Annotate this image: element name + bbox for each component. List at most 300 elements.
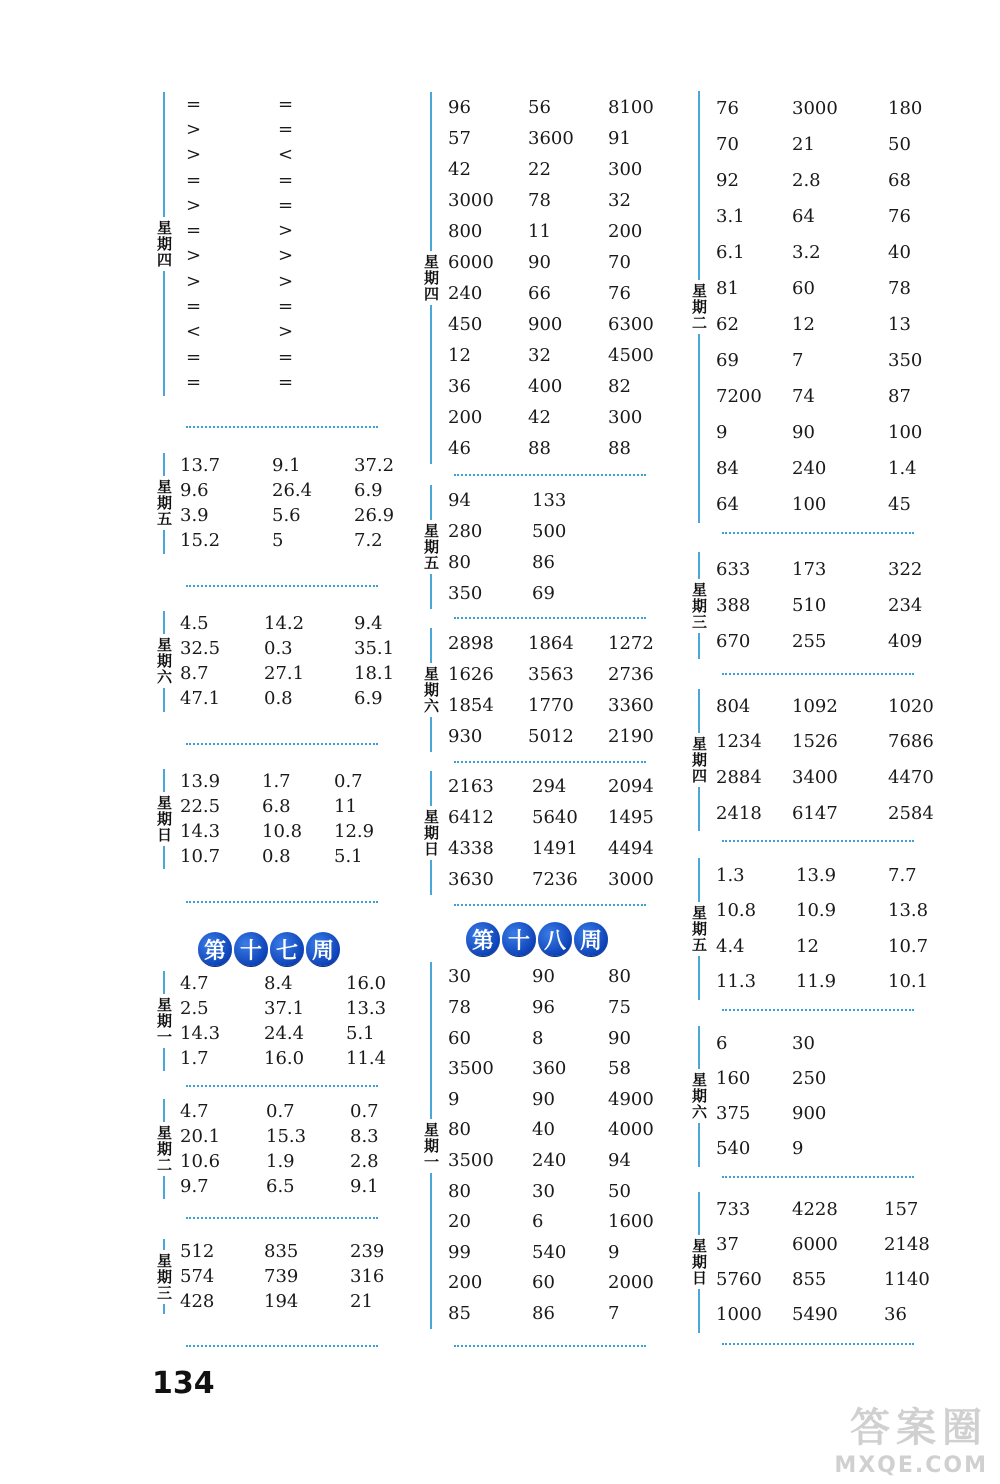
answer-cell: 37 <box>716 1233 739 1255</box>
answer-cell: 3000 <box>608 868 654 890</box>
week-header <box>466 922 608 956</box>
answer-cell: < <box>278 144 294 166</box>
answer-cell: 80 <box>448 551 471 573</box>
answer-cell: 87 <box>888 386 911 407</box>
answer-cell: 574 <box>180 1265 215 1287</box>
answer-cell: 6.1 <box>716 242 745 263</box>
day-label-rule-top <box>698 689 700 733</box>
answer-cell: 58 <box>608 1058 631 1080</box>
answer-cell: 90 <box>532 966 555 988</box>
answer-cell: 24.4 <box>264 1022 305 1044</box>
answer-cell: 32 <box>608 189 631 211</box>
day-label-text: 星期六 <box>422 666 440 714</box>
answer-cell: 10.6 <box>180 1150 221 1172</box>
answer-cell: 11 <box>334 795 357 817</box>
section-divider <box>722 840 914 842</box>
answer-cell: > <box>278 245 294 267</box>
day-label-rule-bottom <box>163 688 165 711</box>
answer-cell: 733 <box>716 1198 751 1220</box>
day-label <box>155 453 173 554</box>
watermark-logo-text: 答案圈 <box>850 1405 988 1451</box>
answer-cell: 322 <box>888 558 923 580</box>
answer-cell: 4494 <box>608 837 654 859</box>
answer-cell: 133 <box>532 489 567 511</box>
answer-cell: 13.9 <box>796 864 837 886</box>
answer-cell: 9.6 <box>180 479 209 501</box>
answer-cell: = <box>186 371 202 393</box>
answer-cell: 5012 <box>528 725 574 747</box>
answer-cell: 300 <box>608 406 643 428</box>
answer-cell: 9 <box>792 1138 804 1160</box>
answer-cell: 9 <box>716 422 728 443</box>
answer-cell: 85 <box>448 1302 471 1324</box>
answer-cell: 300 <box>608 158 643 180</box>
day-label-rule-top <box>430 485 432 520</box>
day-label <box>690 689 708 831</box>
answer-cell: 69 <box>716 350 739 371</box>
answer-cell: 200 <box>608 220 643 242</box>
answer-cell: 4338 <box>448 837 494 859</box>
answer-cell: 80 <box>448 1119 471 1141</box>
answer-cell: 804 <box>716 695 751 717</box>
answer-cell: 62 <box>716 314 739 335</box>
answer-cell: 11.4 <box>346 1047 387 1069</box>
answer-cell: = <box>278 169 294 191</box>
answer-cell: 76 <box>608 282 631 304</box>
answer-cell: 280 <box>448 520 483 542</box>
answer-cell: 96 <box>448 96 471 118</box>
day-label <box>422 771 440 895</box>
day-label-text: 星期二 <box>155 1125 173 1173</box>
answer-cell: 78 <box>888 278 911 299</box>
answer-cell: 37.2 <box>354 454 395 476</box>
day-label-text: 星期六 <box>155 637 173 686</box>
answer-cell: 6 <box>532 1211 544 1233</box>
answer-cell: 250 <box>792 1067 827 1089</box>
answer-cell: 1092 <box>792 695 838 717</box>
answer-cell: 2.5 <box>180 997 209 1019</box>
answer-cell: 6 <box>716 1032 728 1054</box>
answer-cell: 0.7 <box>350 1100 379 1122</box>
answer-cell: 350 <box>448 582 483 604</box>
day-label <box>155 611 173 712</box>
day-label-rule-top <box>163 769 165 792</box>
answer-cell: 409 <box>888 630 923 652</box>
day-label-text: 星期六 <box>690 1072 708 1121</box>
answer-cell: 633 <box>716 558 751 580</box>
day-label-rule-bottom <box>430 1173 432 1330</box>
answer-cell: 5490 <box>792 1304 838 1326</box>
answer-cell: 90 <box>792 422 815 443</box>
answer-cell: 234 <box>888 594 923 616</box>
section-divider <box>454 761 646 763</box>
day-label-text: 星期四 <box>155 219 173 268</box>
answer-cell: 86 <box>532 551 555 573</box>
answer-cell: 294 <box>532 775 567 797</box>
answer-cell: 16.0 <box>346 972 387 994</box>
answer-cell: 157 <box>884 1198 919 1220</box>
day-label-rule-top <box>698 1026 700 1069</box>
answer-cell: 428 <box>180 1290 215 1312</box>
answer-cell: 2898 <box>448 632 494 654</box>
day-label-text: 星期二 <box>690 283 708 331</box>
answer-cell: 78 <box>528 189 551 211</box>
day-label <box>690 91 708 523</box>
day-label-text: 星期五 <box>690 905 708 953</box>
section-divider <box>722 1343 914 1345</box>
answer-cell: 8.3 <box>350 1125 379 1147</box>
answer-cell: 1.3 <box>716 864 745 886</box>
answer-cell: 10.7 <box>888 935 929 957</box>
answer-cell: 2163 <box>448 775 494 797</box>
page-number: 134 <box>152 1366 215 1401</box>
answer-cell: 64 <box>716 494 739 515</box>
answer-cell: 930 <box>448 725 483 747</box>
answer-cell: 27.1 <box>264 663 305 684</box>
answer-cell: 2190 <box>608 725 654 747</box>
answer-cell: 12 <box>792 314 815 335</box>
day-label <box>155 1099 173 1199</box>
answer-cell: 81 <box>716 278 739 299</box>
answer-cell: 6000 <box>448 251 494 273</box>
answer-cell: 1600 <box>608 1211 654 1233</box>
answer-cell: 7686 <box>888 731 934 753</box>
answer-cell: > <box>278 270 294 292</box>
day-label-rule-top <box>163 92 165 217</box>
answer-cell: 540 <box>532 1241 567 1263</box>
week-header-char: 八 <box>538 922 572 956</box>
answer-cell: 0.8 <box>264 688 293 710</box>
answer-cell: 1491 <box>532 837 578 859</box>
section-divider <box>186 426 378 428</box>
answer-cell: 239 <box>350 1240 385 1262</box>
answer-cell: 100 <box>888 422 923 443</box>
answer-cell: 5760 <box>716 1269 762 1290</box>
answer-cell: 2000 <box>608 1272 654 1294</box>
section-divider <box>722 1176 914 1178</box>
day-label-text: 星期日 <box>690 1238 708 1287</box>
week-header-char: 十 <box>502 922 536 956</box>
answer-cell: 316 <box>350 1265 385 1287</box>
answer-cell: > <box>186 118 202 140</box>
answer-cell: 512 <box>180 1240 215 1262</box>
answer-cell: 90 <box>528 251 551 273</box>
answer-cell: 36 <box>448 375 471 397</box>
day-label-text: 星期四 <box>422 254 440 302</box>
answer-cell: 3563 <box>528 663 574 685</box>
answer-cell: 3000 <box>448 189 494 211</box>
answer-cell: 510 <box>792 594 827 616</box>
answer-cell: 8.7 <box>180 663 209 684</box>
answer-cell: 76 <box>716 98 739 119</box>
day-label <box>155 1239 173 1314</box>
day-label <box>690 552 708 659</box>
answer-cell: 6.9 <box>354 688 383 710</box>
answer-cell: 92 <box>716 170 739 191</box>
section-divider <box>454 474 646 476</box>
answer-cell: 540 <box>716 1138 751 1160</box>
answer-cell: 88 <box>528 437 551 459</box>
day-label-text: 星期三 <box>690 581 708 630</box>
answer-cell: 1770 <box>528 694 574 716</box>
answer-cell: 375 <box>716 1103 751 1124</box>
answer-cell: 30 <box>792 1032 815 1054</box>
answer-cell: 10.7 <box>180 845 221 867</box>
answer-cell: 50 <box>888 134 911 155</box>
day-label-rule-top <box>698 1192 700 1235</box>
answer-cell: 22 <box>528 158 551 180</box>
section-divider <box>186 1217 378 1219</box>
answer-cell: = <box>278 194 294 216</box>
answer-cell: 13.9 <box>180 770 221 792</box>
answer-cell: = <box>186 346 202 368</box>
answer-cell: 1854 <box>448 694 494 716</box>
answer-cell: 1272 <box>608 632 654 654</box>
week-header <box>198 932 340 966</box>
answer-cell: 20.1 <box>180 1125 221 1147</box>
answer-cell: 1.4 <box>888 458 917 479</box>
day-label-text: 星期日 <box>422 809 440 857</box>
answer-cell: 9.1 <box>350 1175 379 1197</box>
day-label-rule-top <box>163 453 165 476</box>
answer-cell: 4470 <box>888 767 934 788</box>
answer-cell: 76 <box>888 206 911 227</box>
answer-cell: 10.8 <box>716 900 757 922</box>
day-label-rule-top <box>430 92 432 251</box>
day-label-rule-bottom <box>698 1289 700 1332</box>
answer-cell: 70 <box>716 134 739 155</box>
section-divider <box>454 904 646 906</box>
answer-cell: 9.1 <box>272 454 301 476</box>
answer-cell: 30 <box>532 1180 555 1202</box>
answer-cell: 255 <box>792 630 827 652</box>
answer-cell: 26.9 <box>354 505 395 526</box>
answer-cell: 240 <box>792 458 827 479</box>
answer-cell: 1000 <box>716 1304 762 1326</box>
answer-cell: 1.7 <box>262 770 291 792</box>
answer-cell: 173 <box>792 558 827 580</box>
answer-cell: 855 <box>792 1269 827 1290</box>
answer-cell: 42 <box>528 406 551 428</box>
section-divider <box>186 743 378 745</box>
answer-cell: 86 <box>532 1302 555 1324</box>
answer-cell: 13 <box>888 314 911 335</box>
answer-cell: 36 <box>884 1304 907 1326</box>
answer-cell: 2.8 <box>350 1150 379 1172</box>
answer-cell: 11.3 <box>716 971 757 993</box>
answer-cell: 30 <box>448 966 471 988</box>
answer-cell: < <box>186 321 202 343</box>
answer-cell: > <box>186 144 202 166</box>
answer-cell: 69 <box>532 582 555 604</box>
day-label-rule-bottom <box>163 530 165 553</box>
day-label-rule-top <box>163 611 165 634</box>
answer-cell: 1626 <box>448 663 494 685</box>
answer-cell: 1864 <box>528 632 574 654</box>
answer-cell: 739 <box>264 1265 299 1287</box>
answer-cell: 2148 <box>884 1233 930 1255</box>
answer-cell: 1.7 <box>180 1047 209 1069</box>
answer-cell: 7200 <box>716 386 762 407</box>
day-label-text: 星期五 <box>422 523 440 571</box>
day-label <box>690 858 708 1000</box>
answer-cell: 2884 <box>716 767 762 788</box>
day-label-rule-top <box>698 91 700 280</box>
day-label-rule-bottom <box>163 1176 165 1199</box>
answer-cell: 99 <box>448 1241 471 1263</box>
answer-cell: 900 <box>528 313 563 335</box>
answer-cell: 3000 <box>792 98 838 119</box>
section-divider <box>722 1009 914 1011</box>
week-header-char: 第 <box>466 922 500 956</box>
answer-cell: 90 <box>608 1027 631 1049</box>
answer-cell: 5 <box>272 530 284 552</box>
answer-cell: 100 <box>792 494 827 515</box>
day-label-text: 星期三 <box>155 1252 173 1301</box>
answer-cell: 80 <box>608 966 631 988</box>
day-label <box>155 971 173 1071</box>
answer-cell: 9 <box>608 1241 620 1263</box>
answer-cell: 6300 <box>608 313 654 335</box>
answer-cell: 4500 <box>608 344 654 366</box>
answer-cell: > <box>186 194 202 216</box>
answer-cell: 9.7 <box>180 1175 209 1197</box>
watermark-url: MXQE.COM <box>834 1453 988 1478</box>
answer-cell: 0.3 <box>264 637 293 659</box>
answer-cell: 57 <box>448 127 471 149</box>
answer-cell: 37.1 <box>264 997 305 1019</box>
answer-cell: 32 <box>528 344 551 366</box>
answer-cell: = <box>278 93 294 115</box>
day-label <box>422 628 440 752</box>
day-label-rule-top <box>698 858 700 902</box>
answer-cell: 360 <box>532 1058 567 1080</box>
answer-cell: 0.7 <box>334 770 363 792</box>
answer-cell: 180 <box>888 98 923 119</box>
answer-cell: 12.9 <box>334 820 375 842</box>
answer-cell: = <box>278 371 294 393</box>
answer-cell: 240 <box>532 1149 567 1171</box>
section-divider <box>454 617 646 619</box>
answer-cell: 96 <box>532 996 555 1018</box>
section-divider <box>186 901 378 903</box>
answer-cell: 60 <box>448 1027 471 1049</box>
answer-cell: 60 <box>532 1272 555 1294</box>
answer-cell: 5.1 <box>334 845 363 867</box>
answer-cell: 21 <box>792 134 815 155</box>
answer-cell: 91 <box>608 127 631 149</box>
answer-cell: 50 <box>608 1180 631 1202</box>
answer-cell: 4.7 <box>180 972 209 994</box>
week-header-char: 第 <box>198 932 232 966</box>
answer-cell: 0.7 <box>266 1100 295 1122</box>
section-divider <box>454 1345 646 1347</box>
day-label <box>155 769 173 869</box>
answer-cell: = <box>186 169 202 191</box>
day-label-rule-top <box>430 771 432 806</box>
answer-cell: = <box>186 296 202 318</box>
answer-cell: 5.1 <box>346 1022 375 1044</box>
section-divider <box>722 532 914 534</box>
answer-cell: 450 <box>448 313 483 335</box>
day-label <box>422 92 440 464</box>
answer-cell: 4.7 <box>180 1100 209 1122</box>
answer-cell: 11.9 <box>796 971 837 993</box>
answer-cell: 75 <box>608 996 631 1018</box>
day-label-rule-top <box>163 971 165 994</box>
day-label-rule-bottom <box>698 956 700 1000</box>
day-label-rule-top <box>163 1239 165 1250</box>
day-label-text: 星期一 <box>155 997 173 1045</box>
day-label-rule-top <box>698 552 700 579</box>
answer-cell: 1020 <box>888 695 934 717</box>
answer-cell: 4.4 <box>716 935 745 957</box>
answer-cell: 12 <box>448 344 471 366</box>
answer-cell: 32.5 <box>180 637 221 659</box>
day-label-rule-bottom <box>430 860 432 895</box>
answer-cell: 6.9 <box>354 479 383 501</box>
day-label-rule-bottom <box>430 574 432 609</box>
answer-cell: = <box>278 346 294 368</box>
answer-cell: 14.3 <box>180 820 221 842</box>
answer-cell: 8100 <box>608 96 654 118</box>
answer-cell: 200 <box>448 406 483 428</box>
answer-cell: 7.7 <box>888 864 917 886</box>
answer-cell: 3630 <box>448 868 494 890</box>
answer-cell: 3500 <box>448 1149 494 1171</box>
answer-cell: 35.1 <box>354 637 395 659</box>
answer-cell: 56 <box>528 96 551 118</box>
answer-cell: 2584 <box>888 802 934 824</box>
answer-cell: 6412 <box>448 806 494 828</box>
answer-cell: 82 <box>608 375 631 397</box>
answer-cell: 3400 <box>792 767 838 788</box>
answer-cell: 74 <box>792 386 815 407</box>
answer-cell: 194 <box>264 1290 299 1312</box>
answer-cell: = <box>278 118 294 140</box>
answer-cell: 670 <box>716 630 751 652</box>
answer-cell: 21 <box>350 1290 373 1312</box>
day-label-text: 星期日 <box>155 795 173 843</box>
answer-cell: 11 <box>528 220 551 242</box>
day-label-rule-bottom <box>163 1048 165 1071</box>
answer-cell: 160 <box>716 1067 751 1089</box>
answer-cell: 4228 <box>792 1198 838 1220</box>
answer-cell: 4000 <box>608 1119 654 1141</box>
answer-cell: 2.8 <box>792 170 821 191</box>
answer-cell: 6.5 <box>266 1175 295 1197</box>
day-label-text: 星期五 <box>155 479 173 528</box>
answer-cell: 84 <box>716 458 739 479</box>
answer-cell: 60 <box>792 278 815 299</box>
answer-cell: 3600 <box>528 127 574 149</box>
day-label <box>422 485 440 609</box>
section-divider <box>186 1345 378 1347</box>
answer-cell: 2418 <box>716 802 762 824</box>
answer-cell: 14.3 <box>180 1022 221 1044</box>
answer-cell: 1495 <box>608 806 654 828</box>
answer-cell: 18.1 <box>354 663 395 684</box>
answer-cell: 40 <box>532 1119 555 1141</box>
answer-cell: 835 <box>264 1240 299 1262</box>
answer-cell: 14.2 <box>264 612 305 634</box>
day-label-rule-bottom <box>698 1123 700 1166</box>
answer-cell: 94 <box>448 489 471 511</box>
answer-cell: 22.5 <box>180 795 221 817</box>
answer-cell: 7 <box>608 1302 620 1324</box>
day-label-rule-bottom <box>163 1304 165 1315</box>
answer-cell: 6000 <box>792 1233 838 1255</box>
